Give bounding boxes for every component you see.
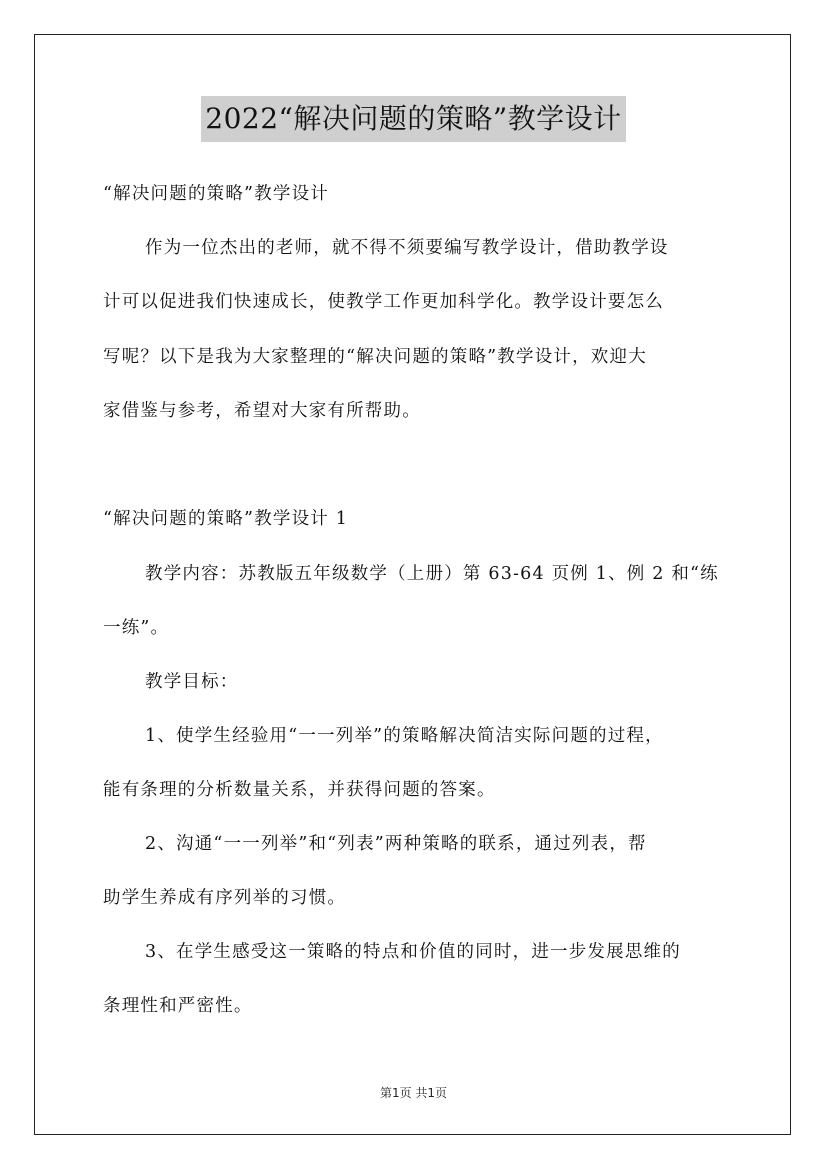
paragraph-line: 写呢？以下是我为大家整理的“解决问题的策略”教学设计，欢迎大: [103, 347, 647, 367]
section-heading: “解决问题的策略”教学设计: [103, 184, 329, 204]
paragraph-line: 教学内容：苏教版五年级数学（上册）第 63-64 页例 1、例 2 和“练: [145, 564, 719, 584]
paragraph-line: 1、使学生经验用“一一列举”的策略解决简洁实际问题的过程，: [145, 726, 664, 746]
paragraph-line: 能有条理的分析数量关系，并获得问题的答案。: [103, 780, 496, 800]
paragraph-line: 助学生养成有序列举的习惯。: [103, 888, 347, 908]
paragraph-line: 3、在学生感受这一策略的特点和价值的同时，进一步发展思维的: [145, 942, 681, 962]
section-heading: “解决问题的策略”教学设计 1: [103, 509, 349, 529]
paragraph-line: 家借鉴与参考，希望对大家有所帮助。: [103, 401, 421, 421]
page-footer: 第1页 共1页: [379, 1086, 448, 1100]
document-title-text: 2022“解决问题的策略”教学设计: [201, 96, 625, 142]
paragraph-line: 作为一位杰出的老师，就不得不须要编写教学设计，借助教学设: [145, 238, 669, 258]
paragraph-line: 计可以促进我们快速成长，使教学工作更加科学化。教学设计要怎么: [103, 292, 664, 312]
paragraph-line: 教学目标：: [145, 672, 239, 692]
paragraph-line: 2、沟通“一一列举”和“列表”两种策略的联系，通过列表，帮: [145, 834, 647, 854]
document-title: [0, 96, 827, 142]
paragraph-line: 一练”。: [103, 618, 170, 638]
paragraph-line: 条理性和严密性。: [103, 996, 253, 1016]
